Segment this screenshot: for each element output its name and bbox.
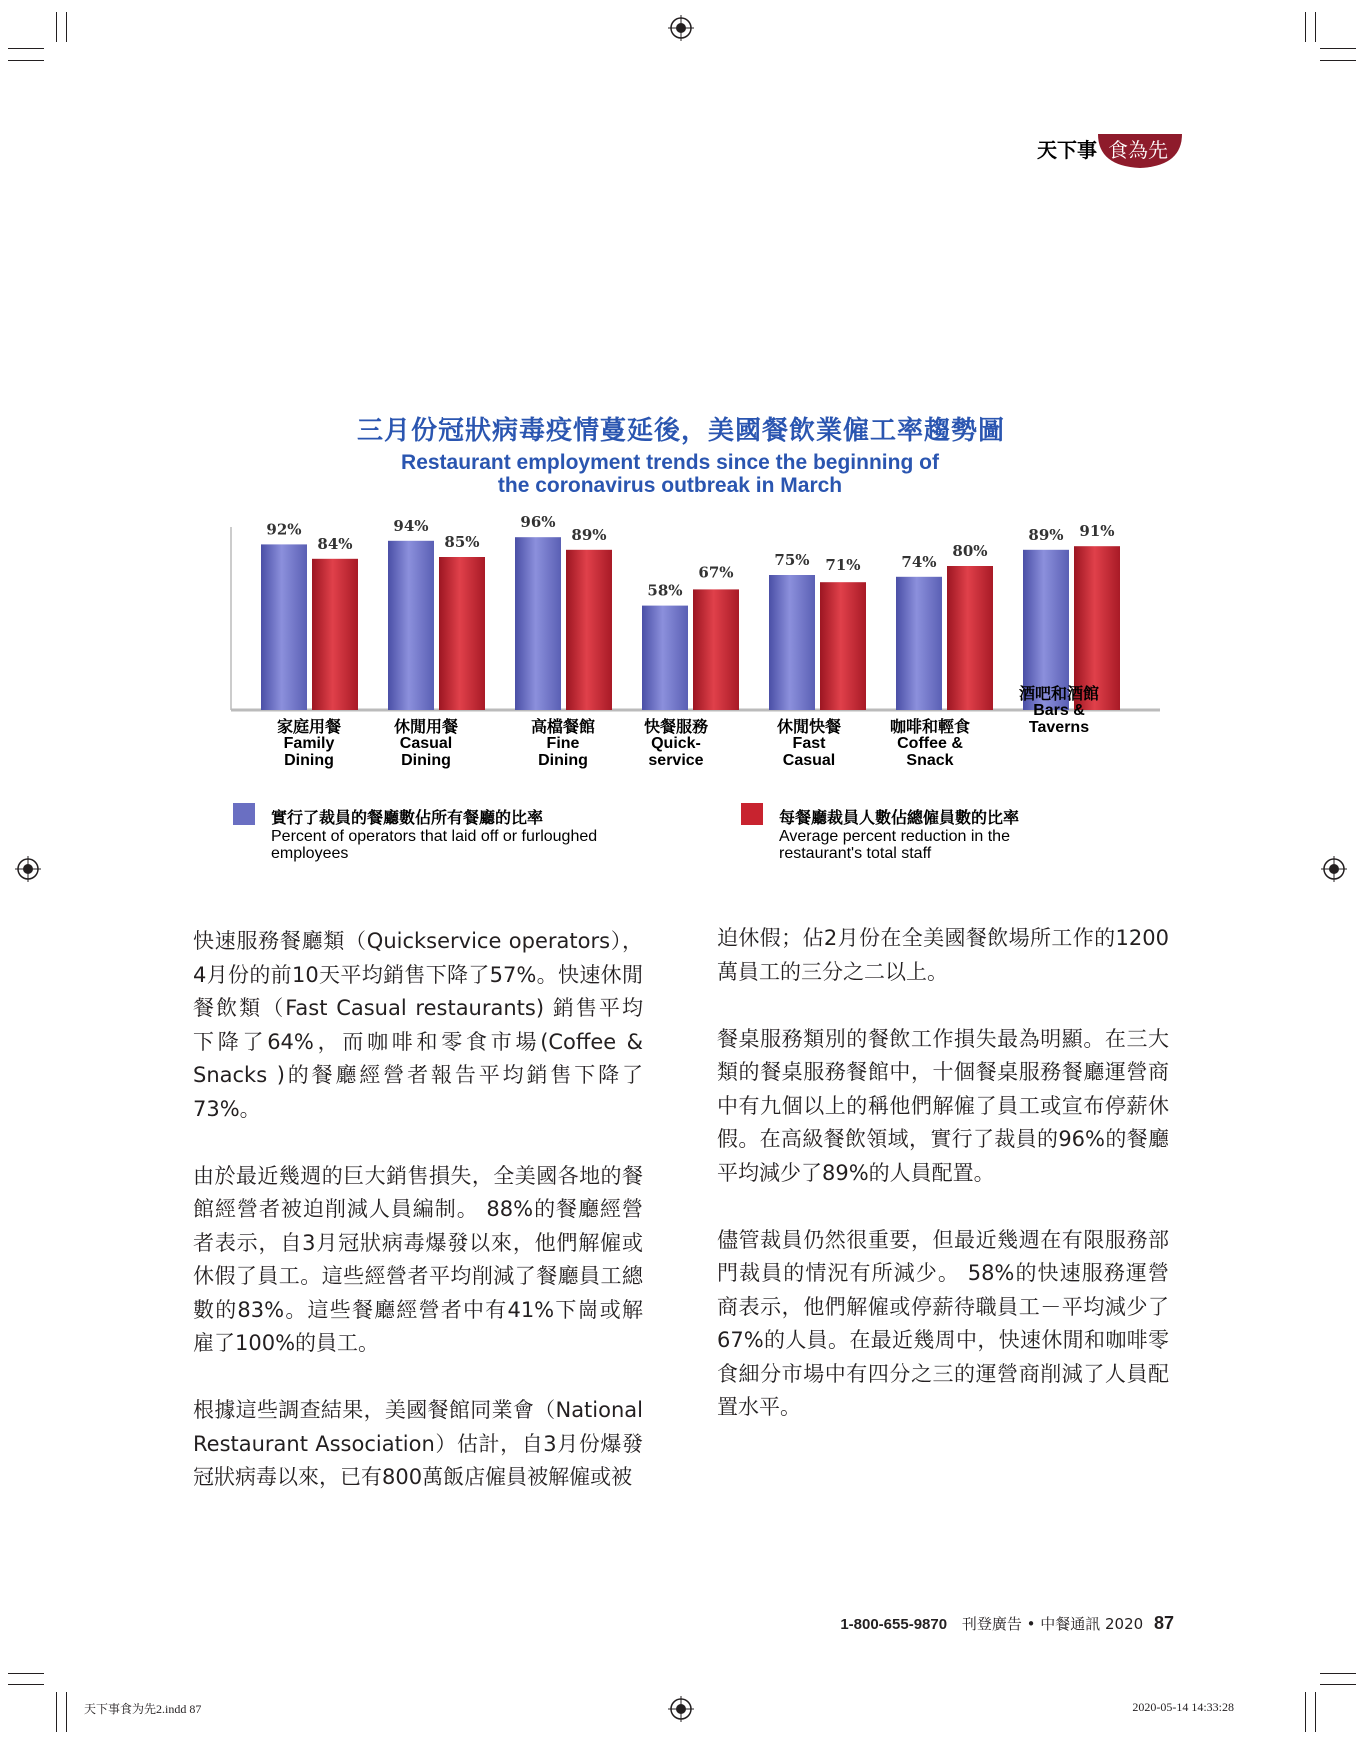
- bar-staff-reduction: [820, 582, 866, 710]
- bar-value-label: 91%: [1079, 522, 1115, 541]
- crop-mark: [1305, 1692, 1306, 1732]
- registration-mark-icon: [668, 1696, 694, 1722]
- crop-mark: [1320, 48, 1356, 49]
- chart-title-en-line2: the coronavirus outbreak in March: [497, 474, 843, 497]
- bar-value-label: 75%: [774, 551, 810, 569]
- bar-operators: [769, 575, 815, 710]
- category-label: [601, 718, 751, 769]
- crop-mark: [56, 12, 57, 42]
- bar-value-label: 89%: [1028, 525, 1064, 544]
- legend-swatch-red: [741, 803, 763, 825]
- category-label-zh: 休閒用餐: [393, 717, 458, 736]
- category-label: [855, 718, 1005, 769]
- legend-label-zh: 實行了裁員的餐廳數佔所有餐廳的比率: [271, 808, 544, 827]
- bar-value-label: 89%: [571, 525, 607, 544]
- crop-mark: [8, 48, 44, 49]
- footer-phone: 1-800-655-9870: [840, 1616, 948, 1633]
- category-label-en: Casual: [782, 752, 836, 769]
- paragraph: 由於最近幾週的巨大銷售損失，全美國各地的餐館經營者被迫削減人員編制。 88%的餐廳經營者表示，自3月冠狀病毒爆發以來，他們解僱或休假了員工。這些經營者平均削減了餐廳員工總數的83%。這些餐廳經營者中有41%下崗或解雇了100%的員工。: [193, 1163, 643, 1355]
- bar-operators: [642, 606, 688, 710]
- category-label-zh: 快餐服務: [643, 717, 708, 736]
- page-footer: [840, 1613, 1174, 1634]
- chart-title-en-line1: Restaurant employment trends since the beginning of: [401, 451, 939, 474]
- bar-operators: [896, 577, 942, 710]
- bar-operators: [261, 544, 307, 710]
- bar-value-label: 85%: [444, 533, 480, 551]
- paragraph: 迫休假；佔2月份在全美國餐飲場所工作的1200萬員工的三分之二以上。: [717, 926, 1169, 984]
- category-label-en: Fast: [792, 735, 826, 752]
- category-label-en: Bars &: [1033, 702, 1085, 719]
- category-label-en: Taverns: [1028, 719, 1090, 736]
- bar-operators: [388, 541, 434, 710]
- crop-mark: [1315, 12, 1316, 42]
- category-label-en: Casual: [399, 735, 453, 752]
- bar-staff-reduction: [312, 559, 358, 710]
- category-label-en: Dining: [538, 752, 588, 769]
- section-tag: [1032, 126, 1182, 166]
- category-label-zh: 高檔餐館: [530, 717, 595, 736]
- chart-title-zh: 三月份冠狀病毒疫情蔓延後，美國餐飲業僱工率趨勢圖: [356, 416, 1005, 446]
- crop-mark: [8, 60, 44, 61]
- crop-mark: [1315, 1692, 1316, 1732]
- category-label-zh: 酒吧和酒館: [1018, 684, 1099, 703]
- legend-label-en: Percent of operators that laid off or furloughed employees: [271, 828, 598, 862]
- category-label-zh: 休閒快餐: [776, 717, 841, 736]
- registration-mark-icon: [1321, 856, 1347, 882]
- crop-mark: [1320, 1673, 1356, 1674]
- category-label-zh: 咖啡和輕食: [889, 717, 970, 736]
- bar-value-label: 74%: [901, 552, 937, 571]
- crop-mark: [1305, 12, 1306, 42]
- crop-mark: [66, 12, 67, 42]
- crop-mark: [8, 1684, 44, 1685]
- bar-value-label: 84%: [317, 534, 353, 553]
- slug-file: 天下事食为先2.indd 87: [84, 1702, 202, 1716]
- bar-value-label: 92%: [266, 520, 302, 539]
- legend-swatch-blue: [233, 803, 255, 825]
- category-label-zh: 家庭用餐: [276, 717, 341, 736]
- crop-mark: [56, 1692, 57, 1732]
- bar-value-label: 67%: [698, 563, 734, 582]
- crop-mark: [8, 1673, 44, 1674]
- category-label-en: Snack: [906, 752, 954, 769]
- paragraph: 根據這些調查結果，美國餐館同業會（National Restaurant Association）估計，自3月份爆發冠狀病毒以來，已有800萬飯店僱員被解僱或被: [193, 1398, 643, 1489]
- article-column-left: [193, 925, 643, 1528]
- legend-label-en: Average percent reduction in the restaurant's total staff: [779, 828, 1010, 862]
- category-label-en: Fine: [546, 735, 580, 752]
- bar-staff-reduction: [439, 557, 485, 710]
- legend-label-zh: 每餐廳裁員人數佔總僱員數的比率: [779, 808, 1020, 827]
- chart-title-en: [370, 451, 970, 497]
- category-label-en: Dining: [284, 752, 334, 769]
- bar-value-label: 94%: [393, 516, 429, 535]
- category-label-en: Family: [283, 735, 335, 752]
- crop-mark: [1320, 60, 1356, 61]
- paragraph: 快速服務餐廳類（Quickservice operators），4月份的前10天平均銷售下降了57%。快速休閒餐飲類（Fast Casual restaurants) 銷售平均下降了64%，而咖啡和零食市場(Coffee & Snacks )的餐廳經營者報告平均銷售下降了73%。: [193, 929, 643, 1121]
- article-column-right: [717, 922, 1169, 1458]
- crop-mark: [66, 1692, 67, 1732]
- section-tag-bold: 天下事: [1037, 138, 1097, 162]
- bar-staff-reduction: [566, 550, 612, 710]
- page-number: 87: [1153, 1613, 1174, 1633]
- bar-value-label: 58%: [647, 581, 683, 600]
- paragraph: 儘管裁員仍然很重要，但最近幾週在有限服務部門裁員的情況有所減少。 58%的快速服務運營商表示，他們解僱或停薪待職員工－平均減少了67%的人員。在最近幾周中，快速休閒和咖啡零食細分市場中有四分之三的運營商削減了人員配置水平。: [717, 1227, 1169, 1419]
- bar-value-label: 71%: [825, 556, 861, 575]
- bar-value-label: 96%: [520, 515, 556, 532]
- category-label: [984, 685, 1134, 736]
- category-label: [351, 718, 501, 769]
- crop-mark: [1320, 1684, 1356, 1685]
- section-tag-light: 食為先: [1108, 138, 1168, 162]
- slug-timestamp: 2020-05-14 14:33:28: [1132, 1700, 1234, 1714]
- registration-mark-icon: [15, 856, 41, 882]
- footer-text: 刊登廣告 • 中餐通訊 2020: [961, 1615, 1144, 1633]
- registration-mark-icon: [668, 15, 694, 41]
- bar-staff-reduction: [693, 589, 739, 710]
- category-label-en: service: [648, 752, 704, 769]
- category-label-en: Quick-: [651, 735, 701, 752]
- category-label-en: Coffee &: [897, 735, 963, 752]
- bar-operators: [515, 537, 561, 710]
- bar-value-label: 80%: [952, 542, 988, 560]
- category-label-en: Dining: [401, 752, 451, 769]
- paragraph: 餐桌服務類別的餐飲工作損失最為明顯。在三大類的餐桌服務餐館中，十個餐桌服務餐廳運營商中有九個以上的稱他們解僱了員工或宣布停薪休假。在高級餐飲領域，實行了裁員的96%的餐廳平均減少了89%的人員配置。: [717, 1026, 1169, 1185]
